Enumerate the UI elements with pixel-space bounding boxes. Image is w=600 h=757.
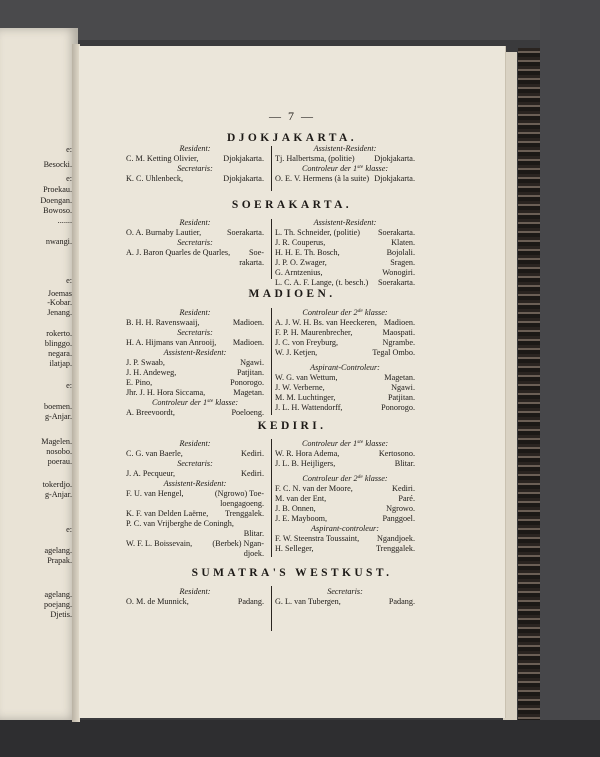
official-name: P. C. van Vrijberghe de Coningh, [126, 519, 234, 528]
official-name: K. C. Uhlenbeck, [126, 174, 184, 183]
official-place: Paré. [398, 494, 415, 503]
kediri-left-column [126, 439, 264, 559]
official-place: Magetan. [233, 388, 264, 397]
official-entry [275, 174, 415, 184]
office-title: Controleur der 1ste klasse: [301, 439, 389, 448]
official-name: K. F. van Delden Laërne, [126, 509, 209, 518]
left-page-text-fragment: e: [66, 525, 72, 534]
official-place: Magetan. [384, 373, 415, 382]
official-entry [275, 373, 415, 383]
office-title: Controleur der 2de klasse: [302, 308, 388, 317]
official-place: Klaten. [391, 238, 415, 247]
official-place: rakarta. [239, 258, 264, 267]
official-place: Kertosono. [378, 449, 415, 458]
official-place: Djokjakarta. [374, 154, 415, 163]
djokjakarta-right-column [275, 144, 415, 184]
office-title: Resident: [179, 439, 211, 448]
official-name: G. L. van Tubergen, [275, 597, 341, 606]
book-page [79, 46, 505, 718]
office-title: Controleur der 2de klasse: [302, 474, 388, 483]
official-entry [275, 258, 415, 268]
official-name: J. A. Pecqueur, [126, 469, 176, 478]
office-title: Controleur der 1ste klasse: [151, 398, 239, 407]
official-place: Djokjakarta. [223, 154, 264, 163]
official-place: Djokjakarta. [374, 174, 415, 183]
official-entry [275, 318, 415, 328]
left-page-text-fragment: agelang. [44, 590, 72, 599]
official-place: (Berbek) Ngan- [212, 539, 264, 548]
official-entry [126, 388, 264, 398]
official-entry [275, 544, 415, 554]
page-edge-strip [503, 52, 517, 720]
left-page-text-fragment: nwangi. [45, 237, 72, 246]
official-place: Soe- [248, 248, 264, 257]
official-name: A. Breevoordt, [126, 408, 175, 417]
official-place: Padang. [237, 597, 264, 606]
official-place: Kediri. [241, 469, 264, 478]
official-place: Tegal Ombo. [372, 348, 415, 357]
official-entry [275, 154, 415, 164]
official-place: Ngrowo. [386, 504, 415, 513]
official-entry [126, 368, 264, 378]
official-entry [275, 393, 415, 403]
left-page-text-fragment: rokerto. [46, 329, 72, 338]
official-name: O. E. V. Hermens (à la suite) [275, 174, 370, 183]
official-entry [275, 348, 415, 358]
column-divider [271, 586, 272, 631]
official-place: Djokjakarta. [223, 174, 264, 183]
left-page-text-fragment: Besocki. [43, 160, 72, 169]
official-name: A. J. Baron Quarles de Quarles, [126, 248, 231, 257]
official-place: Madioen. [383, 318, 415, 327]
official-entry [126, 509, 264, 519]
office-title: Resident: [179, 308, 211, 317]
official-name: G. Arntzenius, [275, 268, 323, 277]
official-place: Ngawi. [391, 383, 415, 392]
official-place: Soerakarta. [377, 228, 415, 237]
official-entry [275, 278, 415, 288]
official-entry [126, 519, 264, 529]
office-title: Resident: [179, 144, 211, 153]
official-entry [126, 174, 264, 184]
official-entry [126, 489, 264, 499]
official-place: Soerakarta. [226, 228, 264, 237]
left-page-text-fragment: Prapak. [47, 556, 72, 565]
official-name: W. J. Ketjen, [275, 348, 318, 357]
official-entry [126, 358, 264, 368]
official-place: Sragen. [390, 258, 415, 267]
official-entry [126, 154, 264, 164]
official-place: Blitar. [243, 529, 264, 538]
official-entry [126, 469, 264, 479]
official-name: J. B. Onnen, [275, 504, 316, 513]
official-place: Soerakarta. [377, 278, 415, 287]
left-page-text-fragment: e: [66, 174, 72, 183]
official-name: J. P. Swaab, [126, 358, 165, 367]
official-name: J. P. O. Zwager, [275, 258, 327, 267]
official-name: M. van der Ent, [275, 494, 327, 503]
left-page-text-fragment: g-Anjar. [44, 412, 72, 421]
official-entry [275, 494, 415, 504]
office-title: Secretaris: [177, 328, 213, 337]
official-entry [126, 228, 264, 238]
left-page-edge [0, 28, 78, 720]
official-name: J. W. Verberne, [275, 383, 325, 392]
official-entry [275, 504, 415, 514]
official-name: L. Th. Schneider, (politie) [275, 228, 361, 237]
official-entry [275, 338, 415, 348]
official-name: W. F. L. Boissevain, [126, 539, 193, 548]
official-name: J. L. H. Wattendorff, [275, 403, 343, 412]
column-divider [271, 146, 272, 191]
official-entry [126, 378, 264, 388]
sumatra-left-column [126, 587, 264, 607]
left-page-text-fragment: Joemas [47, 289, 72, 298]
official-place: Padang. [388, 597, 415, 606]
office-title: Assistent-Resident: [163, 479, 227, 488]
official-place: Ngandjoek. [377, 534, 415, 543]
official-name: J. R. Couperus, [275, 238, 326, 247]
official-place: Maospati. [382, 328, 415, 337]
official-entry [126, 408, 264, 418]
official-place: Madioen. [232, 338, 264, 347]
left-page-text-fragment: poejang. [44, 600, 72, 609]
official-place: Patjitan. [236, 368, 264, 377]
official-entry [275, 238, 415, 248]
official-entry [126, 258, 264, 268]
official-entry [126, 338, 264, 348]
left-page-text-fragment: e: [66, 276, 72, 285]
page-number: — 7 — [269, 109, 315, 123]
official-entry [275, 449, 415, 459]
madioen-left-column [126, 308, 264, 418]
book-cover-edge [518, 48, 540, 720]
heading-madioen: MADIOEN. [248, 288, 336, 300]
official-place: djoek. [243, 549, 264, 558]
office-title: Secretaris: [177, 459, 213, 468]
left-page-text-fragment: e: [66, 145, 72, 154]
left-page-text-fragment: Jenang. [47, 308, 72, 317]
left-page-text-fragment: ....... [57, 216, 72, 225]
official-place: Trenggalek. [375, 544, 415, 553]
official-entry [126, 539, 264, 549]
official-place: Ngawi. [240, 358, 264, 367]
official-name: O. A. Burnaby Lautier, [126, 228, 202, 237]
official-entry [275, 459, 415, 469]
left-page-text-fragment: -Kobar. [47, 298, 72, 307]
background-right [540, 0, 600, 757]
official-place: Madioen. [232, 318, 264, 327]
official-place: Ngrambe. [382, 338, 415, 347]
official-entry [275, 484, 415, 494]
official-place: Bojolali. [386, 248, 415, 257]
left-page-text-fragment: poerau. [47, 457, 72, 466]
official-place: Wonogiri. [382, 268, 415, 277]
official-name: H. Selleger, [275, 544, 314, 553]
official-place: Kediri. [241, 449, 264, 458]
left-page-text-fragment: ilatjap. [49, 359, 72, 368]
left-page-text-fragment: Magelen. [41, 437, 72, 446]
left-page-text-fragment: negara. [48, 349, 72, 358]
office-title: Controleur der 1ste klasse: [301, 164, 389, 173]
official-name: C. G. van Baerle, [126, 449, 183, 458]
official-name: J. H. Andeweg, [126, 368, 177, 377]
official-entry [126, 597, 264, 607]
background-top [0, 0, 600, 40]
office-title: Resident: [179, 587, 211, 596]
soerakarta-left-column [126, 218, 264, 268]
official-name: W. R. Hora Adema, [275, 449, 340, 458]
office-title: Assistent-Resident: [163, 348, 227, 357]
official-entry [126, 549, 264, 559]
official-entry [275, 248, 415, 258]
official-name: J. L. B. Heijligers, [275, 459, 336, 468]
official-entry [275, 328, 415, 338]
heading-kediri: KEDIRI. [257, 420, 327, 432]
official-place: Ponorogo. [230, 378, 264, 387]
office-title: Aspirant-Controleur: [310, 363, 380, 372]
column-divider [271, 439, 272, 557]
official-place: (Ngrowo) Toe- [214, 489, 264, 498]
official-place: Trenggalek. [224, 509, 264, 518]
official-name: J. E. Mayboom, [275, 514, 328, 523]
official-name: A. J. W. H. Bs. van Heeckeren, [275, 318, 377, 327]
madioen-right-column [275, 308, 415, 413]
left-page-text-fragment: g-Anjar. [44, 490, 72, 499]
left-page-text-fragment: boemen. [44, 402, 72, 411]
official-entry [126, 499, 264, 509]
official-name: F. U. van Hengel, [126, 489, 184, 498]
office-title: Aspirant-controleur: [311, 524, 379, 533]
official-entry [275, 534, 415, 544]
official-name: C. M. Ketting Olivier, [126, 154, 199, 163]
heading-djokjakarta: DJOKJAKARTA. [227, 132, 357, 144]
heading-soerakarta: SOERAKARTA. [231, 199, 353, 211]
soerakarta-right-column [275, 218, 415, 288]
left-page-text-fragment: Proekau. [43, 185, 72, 194]
official-name: Tj. Halbertsma, (politie) [275, 154, 355, 163]
sumatra-right-column [275, 587, 415, 607]
background-bottom [0, 720, 600, 757]
official-name: W. G. van Wettum, [275, 373, 338, 382]
official-name: F. W. Steenstra Toussaint, [275, 534, 360, 543]
office-title: Assistent-Resident: [313, 144, 377, 153]
official-place: Patjitan. [387, 393, 415, 402]
official-place: Poeloeng. [231, 408, 264, 417]
official-name: B. H. H. Ravenswaaij, [126, 318, 200, 327]
column-divider [271, 308, 272, 415]
left-page-text-fragment: Djetis. [50, 610, 72, 619]
kediri-right-column [275, 439, 415, 554]
left-page-text-fragment: tokerdjo. [42, 480, 72, 489]
official-name: F. C. N. van der Moore, [275, 484, 353, 493]
official-entry [126, 449, 264, 459]
official-name: O. M. de Munnick, [126, 597, 189, 606]
official-entry [275, 597, 415, 607]
office-title: Secretaris: [177, 164, 213, 173]
heading-sumatras-westkust: SUMATRA'S WESTKUST. [191, 567, 393, 579]
official-place: Panggoel. [382, 514, 415, 523]
left-page-text-fragment: nosobo. [46, 447, 72, 456]
official-name: L. C. A. F. Lange, (t. besch.) [275, 278, 369, 287]
office-title: Secretaris: [177, 238, 213, 247]
official-entry [126, 529, 264, 539]
djokjakarta-left-column [126, 144, 264, 184]
official-place: Kediri. [392, 484, 415, 493]
office-title: Secretaris: [327, 587, 363, 596]
official-entry [275, 383, 415, 393]
left-page-text-fragment: blinggo. [44, 339, 72, 348]
official-name: H. A. Hijmans van Anrooij, [126, 338, 217, 347]
official-entry [275, 514, 415, 524]
column-divider [271, 219, 272, 279]
official-name: J. C. von Freyburg, [275, 338, 339, 347]
left-page-text-fragment: Bowoso. [43, 206, 72, 215]
official-entry [275, 268, 415, 278]
official-place: Ponorogo. [381, 403, 415, 412]
office-title: Resident: [179, 218, 211, 227]
left-page-text-fragment: Doengan. [40, 196, 72, 205]
left-page-text-fragment: e: [66, 381, 72, 390]
official-name: F. P. H. Maurenbrecher, [275, 328, 353, 337]
official-place: loengagoeng. [220, 499, 264, 508]
official-entry [126, 248, 264, 258]
official-name: Jhr. J. H. Hora Siccama, [126, 388, 206, 397]
official-place: Blitar. [394, 459, 415, 468]
official-entry [275, 228, 415, 238]
official-name: E. Pino, [126, 378, 153, 387]
left-page-text-fragment: agelang. [44, 546, 72, 555]
official-entry [126, 318, 264, 328]
office-title: Assistent-Resident: [313, 218, 377, 227]
official-entry [275, 403, 415, 413]
official-name: H. H. E. Th. Bosch, [275, 248, 340, 257]
official-name: M. M. Luchtinger, [275, 393, 336, 402]
